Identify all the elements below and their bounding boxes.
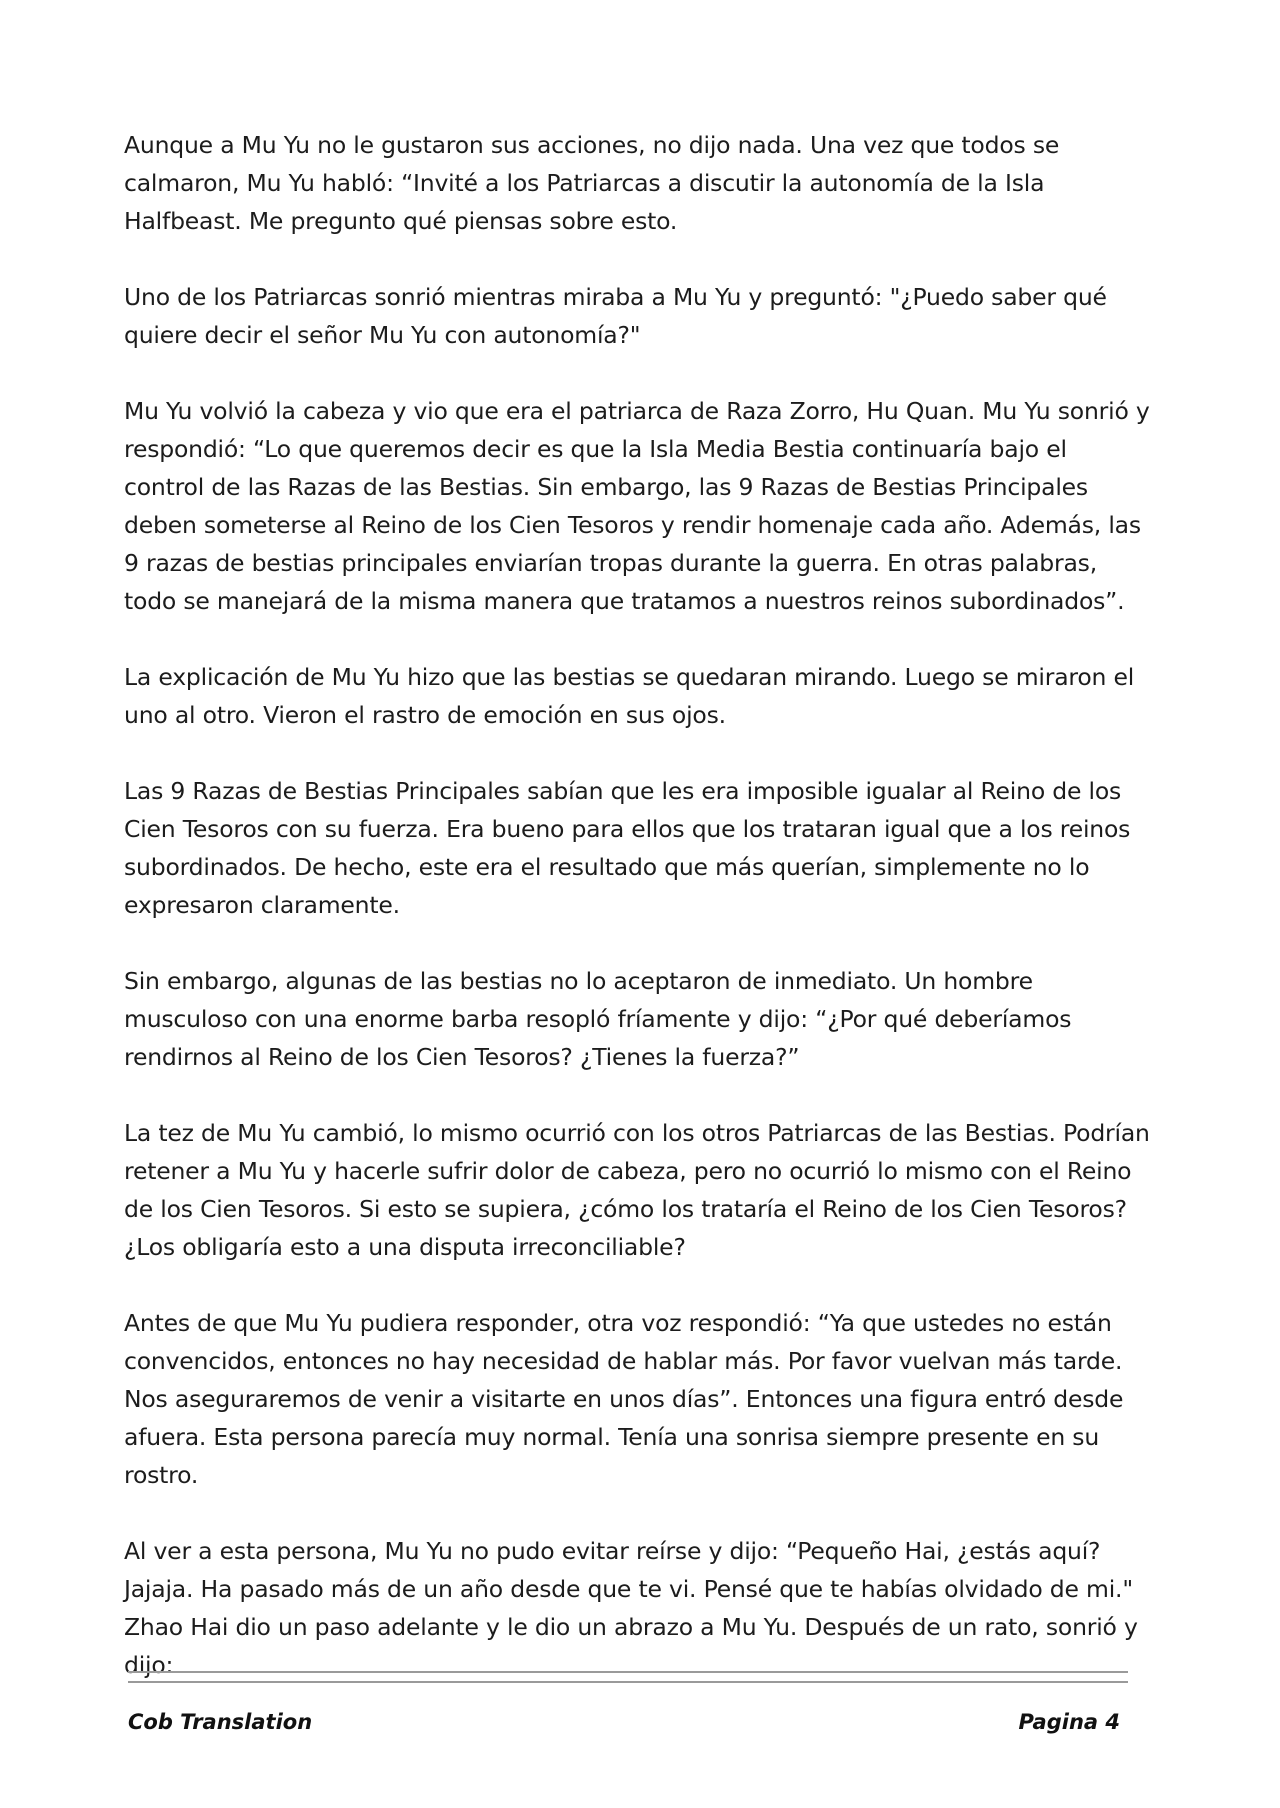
- paragraph: Antes de que Mu Yu pudiera responder, otra voz respondió: “Ya que ustedes no están convencidos, entonces no hay necesidad de hablar más. Por favor vuelvan más tarde. Nos aseguraremos de venir a visitarte en unos días”. Entonces una figura entró desde afuera. Esta persona parecía muy normal. Tenía una sonrisa siempre presente en su rostro.: [124, 1309, 1124, 1489]
- paragraph: Aunque a Mu Yu no le gustaron sus acciones, no dijo nada. Una vez que todos se calmaron, Mu Yu habló: “Invité a los Patriarcas a discutir la autonomía de la Isla Halfbeast. Me pregunto qué piensas sobre esto.: [124, 131, 1060, 235]
- paragraph: Al ver a esta persona, Mu Yu no pudo evitar reírse y dijo: “Pequeño Hai, ¿estás aquí? Jajaja. Ha pasado más de un año desde que te vi. Pensé que te habías olvidado de mi." Zhao Hai dio un paso adelante y le dio un abrazo a Mu Yu. Después de un rato, sonrió y dijo:: [124, 1537, 1138, 1679]
- paragraph: Las 9 Razas de Bestias Principales sabían que les era imposible igualar al Reino de los Cien Tesoros con su fuerza. Era bueno para ellos que los trataran igual que a los reinos subordinados. De hecho, este era el resultado que más querían, simplemente no lo expresaron claramente.: [124, 777, 1131, 919]
- footer-publisher: Cob Translation: [128, 1710, 313, 1734]
- body-text: [124, 126, 1154, 1722]
- footer-divider: [128, 1681, 1128, 1683]
- paragraph: Sin embargo, algunas de las bestias no lo aceptaron de inmediato. Un hombre musculoso con una enorme barba resopló fríamente y dijo: “¿Por qué deberíamos rendirnos al Reino de los Cien Tesoros? ¿Tienes la fuerza?”: [124, 967, 1072, 1071]
- paragraph: La tez de Mu Yu cambió, lo mismo ocurrió con los otros Patriarcas de las Bestias. Podrían retener a Mu Yu y hacerle sufrir dolor de cabeza, pero no ocurrió lo mismo con el Reino de los Cien Tesoros. Si esto se supiera, ¿cómo los trataría el Reino de los Cien Tesoros? ¿Los obligaría esto a una disputa irreconciliable?: [124, 1119, 1150, 1261]
- footer-page-number: Pagina 4: [1018, 1710, 1120, 1734]
- footer-divider: [128, 1671, 1128, 1673]
- paragraph: Mu Yu volvió la cabeza y vio que era el patriarca de Raza Zorro, Hu Quan. Mu Yu sonrió y respondió: “Lo que queremos decir es que la Isla Media Bestia continuaría bajo el control de las Razas de las Bestias. Sin embargo, las 9 Razas de Bestias Principales deben someterse al Reino de los Cien Tesoros y rendir homenaje cada año. Además, las 9 razas de bestias principales enviarían tropas durante la guerra. En otras palabras, todo se manejará de la misma manera que tratamos a nuestros reinos subordinados”.: [124, 397, 1150, 615]
- paragraph: La explicación de Mu Yu hizo que las bestias se quedaran mirando. Luego se miraron el uno al otro. Vieron el rastro de emoción en sus ojos.: [124, 663, 1135, 729]
- paragraph: Uno de los Patriarcas sonrió mientras miraba a Mu Yu y preguntó: "¿Puedo saber qué quiere decir el señor Mu Yu con autonomía?": [124, 283, 1107, 349]
